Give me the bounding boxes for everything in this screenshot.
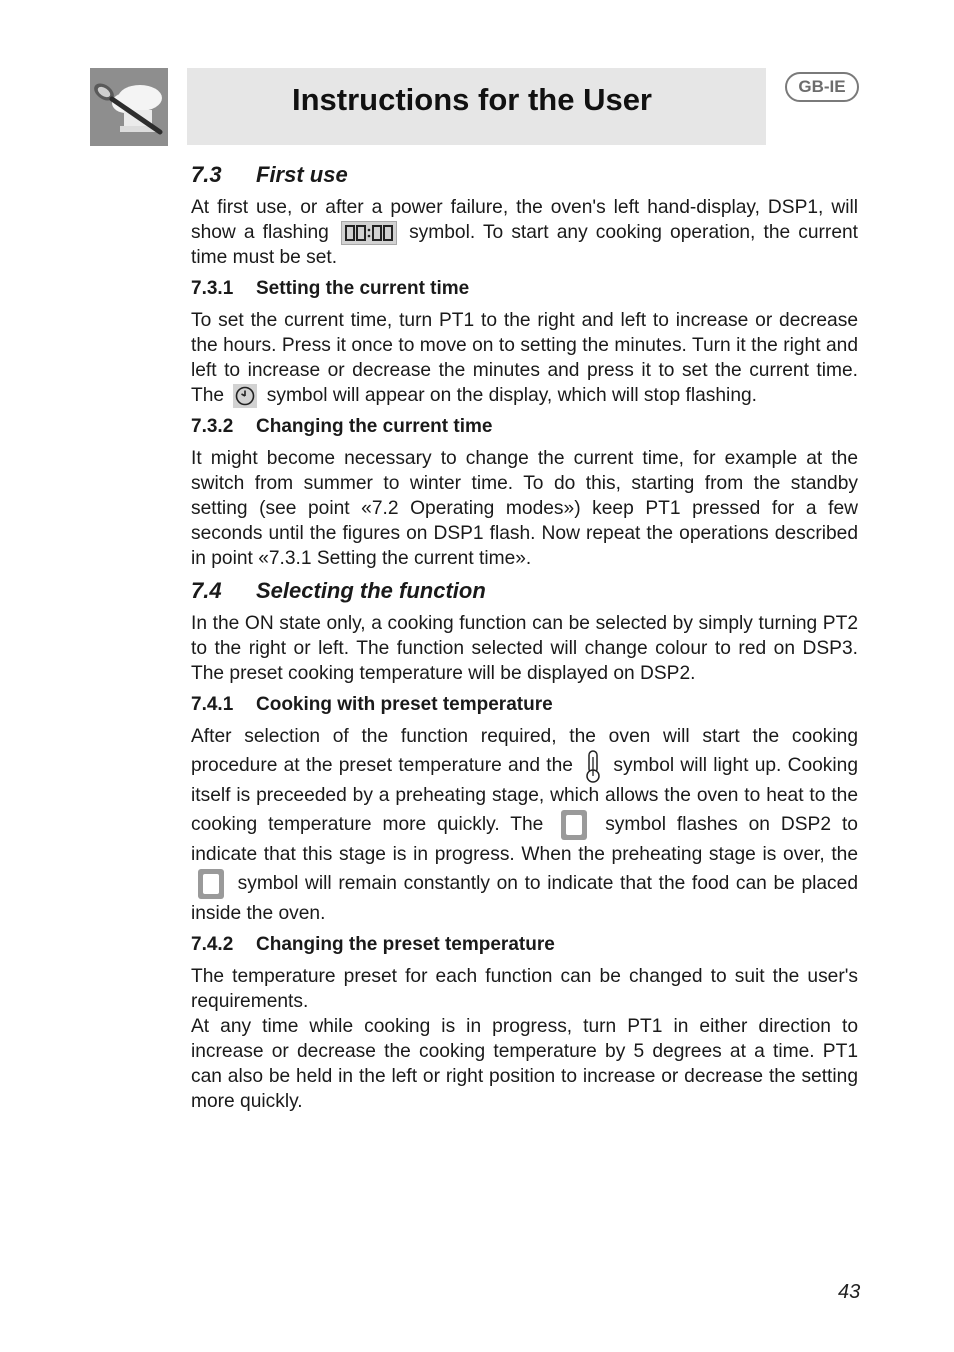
language-badge: GB-IE (785, 72, 859, 102)
thermometer-icon (583, 749, 603, 783)
text: At first use, or after a power failure, the oven's left hand-display, DSP1, will show a flashing (191, 197, 858, 243)
text: symbol. To start any cooking operation, the current time must be set. (191, 222, 858, 268)
paragraph: At any time while cooking is in progress, turn PT1 in either direction to increase or decrease the cooking temperature by 5 degrees at a time. PT1 can also be held in the left or right position to increase or decrease the setting more quickly. (191, 1016, 858, 1112)
paragraph: In the ON state only, a cooking function can be selected by simply turning PT2 to the right or left. The function selected will change colour to red on DSP3. The preset cooking temperature will be displayed on DSP2. (191, 613, 858, 684)
section-title: Changing the current time (256, 416, 493, 437)
clock-icon (233, 384, 257, 408)
header-band (187, 68, 766, 145)
text: symbol will remain constantly on to indicate that the food can be placed inside the oven. (191, 873, 858, 924)
section-heading-7-4-2 (191, 932, 858, 958)
text: symbol will light up. Cooking itself is preceeded by a preheating stage, which allows the oven to heat to the cooking temperature more quickly. The (191, 755, 858, 836)
paragraph (191, 195, 858, 270)
preheat-indicator-icon (195, 867, 227, 901)
paragraph: It might become necessary to change the current time, for example at the switch from summer to winter time. To do this, starting from the standby setting (see point «7.2 Operating modes») keep PT1 pressed for a few seconds until the figures on DSP1 flash. Now repeat the operations described in point «7.3.1 Setting the current time». (191, 448, 858, 569)
text: symbol flashes on DSP2 to indicate that this stage is in progress. When the preheating stage is over, the (191, 814, 858, 865)
section-number: 7.4.1 (191, 694, 234, 715)
section-number: 7.3.1 (191, 278, 234, 299)
paragraph (191, 724, 858, 926)
section-number: 7.4 (191, 578, 222, 603)
section-number: 7.4.2 (191, 934, 234, 955)
main-content (191, 157, 858, 1120)
text: To set the current time, turn PT1 to the right and left to increase or decrease the hours. Press it once to move on to setting the minutes. Turn it the right and left to increase or decrease the minutes and press it to set the current time. The (191, 310, 858, 406)
section-title: Setting the current time (256, 278, 470, 299)
section-heading-7-3-2 (191, 414, 858, 440)
section-heading-7-4-1 (191, 692, 858, 718)
paragraph: The temperature preset for each function can be changed to suit the user's requirements. (191, 966, 858, 1012)
section-heading-7-3-1 (191, 276, 858, 302)
text: symbol will appear on the display, which will stop flashing. (266, 385, 757, 406)
section-title: Changing the preset temperature (256, 934, 555, 955)
section-number: 7.3.2 (191, 416, 234, 437)
section-heading-7-3 (191, 161, 858, 189)
segment-display-icon (341, 221, 397, 245)
section-number: 7.3 (191, 162, 222, 187)
preheat-indicator-icon (558, 808, 590, 842)
section-title: Selecting the function (256, 578, 486, 603)
section-title: Cooking with preset temperature (256, 694, 553, 715)
page-number: 43 (838, 1281, 861, 1303)
text: After selection of the function required, the oven will start the cooking procedure at the preset temperature and the (191, 726, 858, 777)
section-title: First use (256, 162, 348, 187)
section-heading-7-4 (191, 577, 858, 605)
paragraph (191, 308, 858, 408)
page-title: Instructions for the User (292, 82, 652, 117)
logo-chef-icon (90, 68, 168, 146)
